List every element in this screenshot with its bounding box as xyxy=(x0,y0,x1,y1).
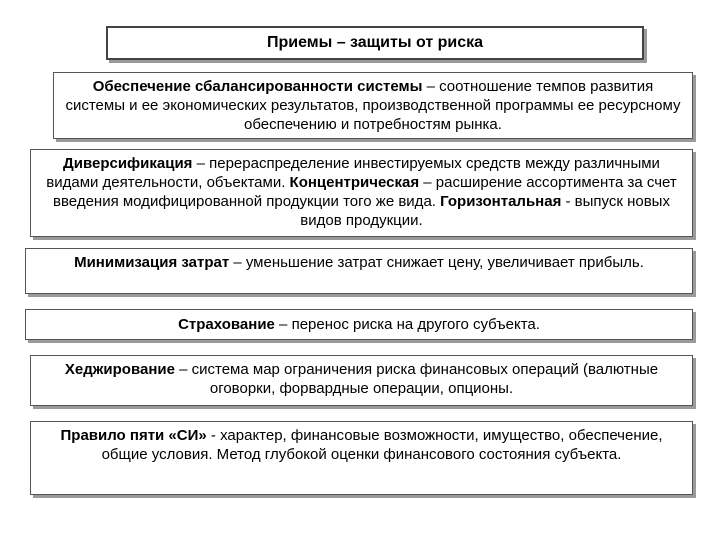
balance-box xyxy=(53,72,693,139)
hedging-term: Хеджирование xyxy=(64,361,175,378)
hedging-box xyxy=(30,355,693,406)
five-c-rule-text: - характер, финансовые возможности, имущество, обеспечение, общие условия. Метод глубокой оценки финансового состояния субъекта. xyxy=(101,427,663,463)
horizontal-text: - выпуск новых видов продукции. xyxy=(300,193,670,229)
balance-text: – соотношение темпов развития системы и ее экономических результатов, производственной программы ее ресурсному обеспечению и потребностям рынка. xyxy=(65,78,681,133)
cost-minimization-text: – уменьшение затрат снижает цену, увеличивает прибыль. xyxy=(229,254,644,271)
concentric-term: Концентрическая xyxy=(289,174,420,191)
five-c-rule-box xyxy=(30,421,693,495)
diagram-title xyxy=(106,26,644,60)
horizontal-term: Горизонтальная xyxy=(440,193,562,210)
hedging-text: – система мар ограничения риска финансовых операций (валютные оговорки, форвардные операции, опционы. xyxy=(174,361,659,397)
insurance-term: Страхование xyxy=(178,316,275,333)
balance-term: Обеспечение сбалансированности системы xyxy=(92,78,423,95)
cost-minimization-box xyxy=(25,248,693,294)
cost-minimization-term: Минимизация затрат xyxy=(74,254,230,271)
diversification-text: – перераспределение инвестируемых средств между различными видами деятельности, объектами. xyxy=(46,155,660,191)
diversification-term: Диверсификация xyxy=(63,155,193,172)
insurance-text: – перенос риска на другого субъекта. xyxy=(274,316,540,333)
five-c-rule-term: Правило пяти «СИ» xyxy=(60,427,207,444)
title-text: Приемы – защиты от риска xyxy=(266,34,484,51)
insurance-box xyxy=(25,309,693,340)
concentric-text: – расширение ассортимента за счет введения модифицированной продукции того же вида. xyxy=(53,174,677,210)
diversification-box xyxy=(30,149,693,237)
